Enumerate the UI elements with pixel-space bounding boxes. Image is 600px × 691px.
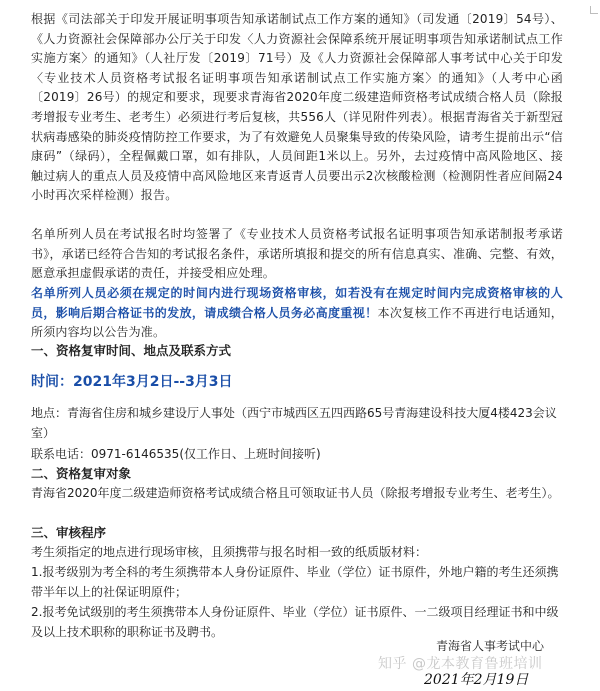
section-heading-procedure: 三、审核程序	[31, 525, 107, 540]
procedure-intro: 考生须指定的地点进行现场审核，且须携带与报名时相一致的纸质版材料：	[31, 545, 428, 559]
issuing-organization: 青海省人事考试中心	[436, 639, 545, 653]
review-time: 时间：2021年3月2日--3月3日	[31, 374, 233, 390]
notice-paragraph	[31, 284, 563, 340]
section-heading-time-place: 一、资格复审时间、地点及联系方式	[31, 343, 232, 358]
procedure-step-2: 2.报考免试级别的考生须携带本人身份证原件、毕业（学位）证书原件、一二级项目经理证书和中级及以上技术职称的职称证书及聘书。	[31, 605, 559, 639]
review-address: 地点：青海省住房和城乡建设厅人事处（西宁市城西区五四西路65号青海建设科技大厦4楼423会议室）	[31, 406, 557, 440]
issue-date: 2021年2月19日	[424, 672, 529, 688]
commitment-paragraph: 名单所列人员在考试报名时均签署了《专业技术人员资格考试报名证明事项告知承诺制报考承诺书》，承诺已经符合告知的考试报名条件，承诺所填报和提交的所有信息真实、准确、完整、有效，愿意承担虚假承诺的责任，并接受相应处理。	[31, 227, 563, 281]
section-heading-target: 二、资格复审对象	[31, 466, 132, 481]
procedure-step-1: 1.报考级别为考全科的考生须携带本人身份证原件、毕业（学位）证书原件，外地户籍的考生还须携带半年以上的社保证明原件；	[31, 565, 559, 599]
intro-paragraph: 根据《司法部关于印发开展证明事项告知承诺制试点工作方案的通知》（司发通〔2019〕54号）、《人力资源社会保障部办公厅关于印发〈人力资源社会保障系统开展证明事项告知承诺制试点工作实施方案〉的通知》（人社厅发〔2019〕71号）及《人力资源社会保障部人事考试中心关于印发〈专业技术人员资格考试报名证明事项告知承诺制试点工作实施方案〉的通知》（人考中心函〔2019〕26号）的规定和要求，现要求青海省2020年度二级建造师资格考试成绩合格人员（除报考增报专业考生、老考生）必须进行考后复核，共556人（详见附件列表）。根据青海省关于新型冠状病毒感染的肺炎疫情防控工作要求，为了有效避免人员聚集导致的传染风险，请考生提前出示“信康码”（绿码），全程佩戴口罩，如有排队，人员间距1米以上。另外，去过疫情中高风险地区、接触过病人的重点人员及疫情中高风险地区来青返青人员要出示2次核酸检测（检测阴性者应间隔24小时再次采样检测）报告。	[31, 12, 563, 203]
notice-emphasis: 名单所列人员必须在规定的时间内进行现场资格审核，如若没有在规定时间内完成资格审核的人员，影响后期合格证书的发放，请成绩合格人员务必高度重视！	[31, 286, 563, 320]
contact-phone: 联系电话：0971-6146535(仅工作日、上班时间接听)	[31, 447, 321, 461]
notice-tail: 本次复核工作不再进行电话通知，所须内容均以公告为准。	[31, 305, 563, 340]
review-target: 青海省2020年度二级建造师资格考试成绩合格且可领取证书人员（除报考增报专业考生、老考生）。	[31, 486, 560, 500]
zhihu-watermark: 知乎 @龙本教育鲁班培训	[378, 656, 543, 672]
page-corner-mark	[590, 6, 598, 14]
